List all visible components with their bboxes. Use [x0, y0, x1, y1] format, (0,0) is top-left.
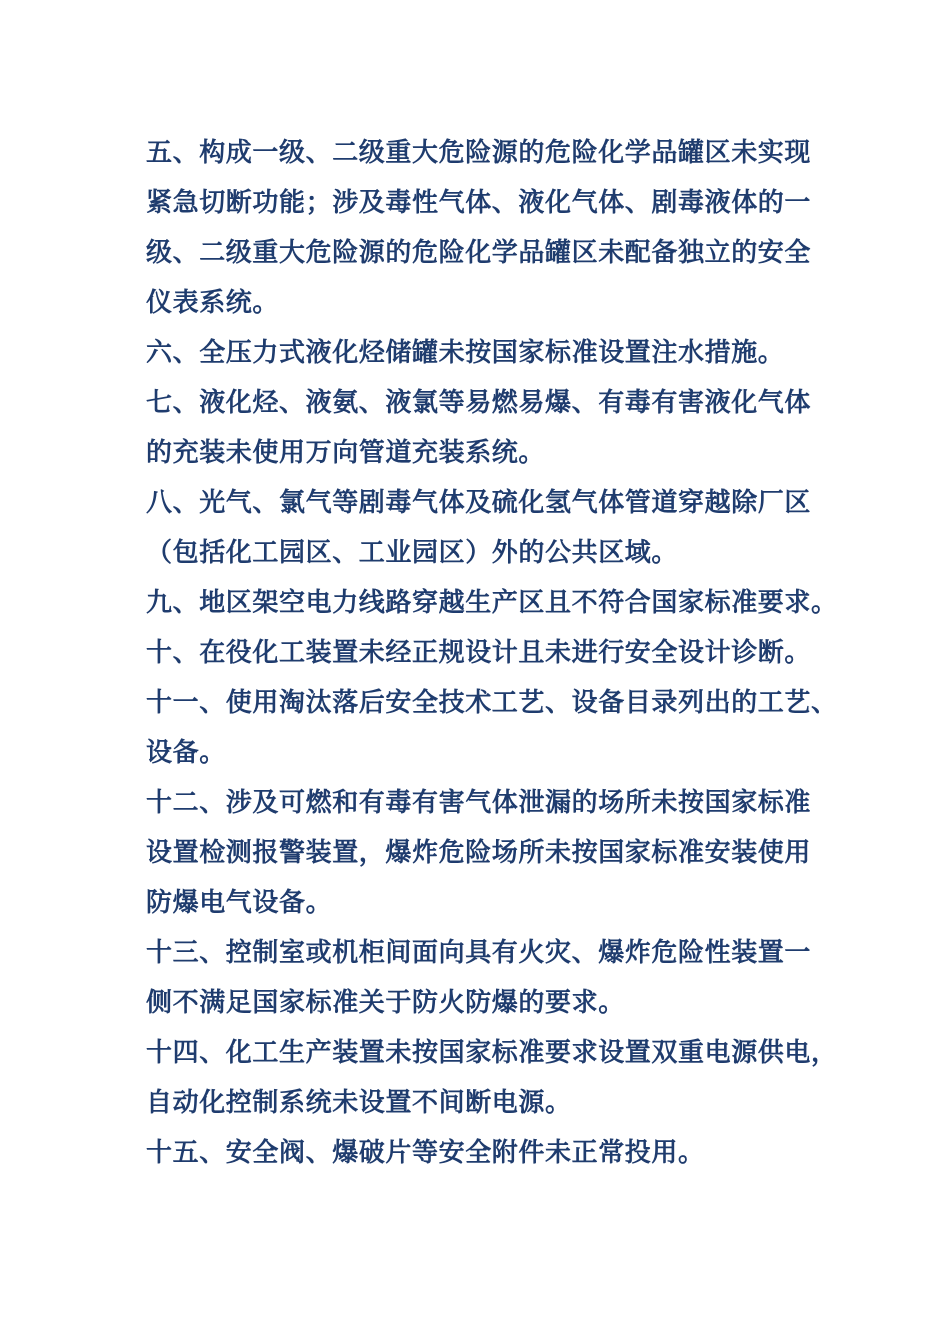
item-8-line-2: （包括化工园区、工业园区）外的公共区域。 [146, 538, 679, 568]
item-12-line-3: 防爆电气设备。 [146, 888, 333, 918]
item-5-line-3: 级、二级重大危险源的危险化学品罐区未配备独立的安全 [146, 238, 812, 268]
item-12-line-1: 十二、涉及可燃和有毒有害气体泄漏的场所未按国家标准 [146, 788, 812, 818]
item-7-line-2: 的充装未使用万向管道充装系统。 [146, 438, 546, 468]
item-11-line-2: 设备。 [146, 738, 226, 768]
item-5-line-4: 仪表系统。 [146, 288, 280, 318]
item-12-line-2: 设置检测报警装置，爆炸危险场所未按国家标准安装使用 [146, 838, 812, 868]
item-11-line-1: 十一、使用淘汰落后安全技术工艺、设备目录列出的工艺、 [146, 688, 838, 718]
item-14-line-1: 十四、化工生产装置未按国家标准要求设置双重电源供电， [146, 1038, 838, 1068]
item-15-line-1: 十五、安全阀、爆破片等安全附件未正常投用。 [146, 1138, 705, 1168]
item-8-line-1: 八、光气、氯气等剧毒气体及硫化氢气体管道穿越除厂区 [146, 488, 812, 518]
item-13-line-1: 十三、控制室或机柜间面向具有火灾、爆炸危险性装置一 [146, 938, 812, 968]
item-13-line-2: 侧不满足国家标准关于防火防爆的要求。 [146, 988, 625, 1018]
item-10-line-1: 十、在役化工装置未经正规设计且未进行安全设计诊断。 [146, 638, 812, 668]
item-5-line-2: 紧急切断功能；涉及毒性气体、液化气体、剧毒液体的一 [146, 188, 812, 218]
document-page [146, 128, 838, 1178]
item-7-line-1: 七、液化烃、液氨、液氯等易燃易爆、有毒有害液化气体 [146, 388, 812, 418]
item-5-line-1: 五、构成一级、二级重大危险源的危险化学品罐区未实现 [146, 138, 812, 168]
item-9-line-1: 九、地区架空电力线路穿越生产区且不符合国家标准要求。 [146, 588, 838, 618]
item-6-line-1: 六、全压力式液化烃储罐未按国家标准设置注水措施。 [146, 338, 785, 368]
item-14-line-2: 自动化控制系统未设置不间断电源。 [146, 1088, 572, 1118]
